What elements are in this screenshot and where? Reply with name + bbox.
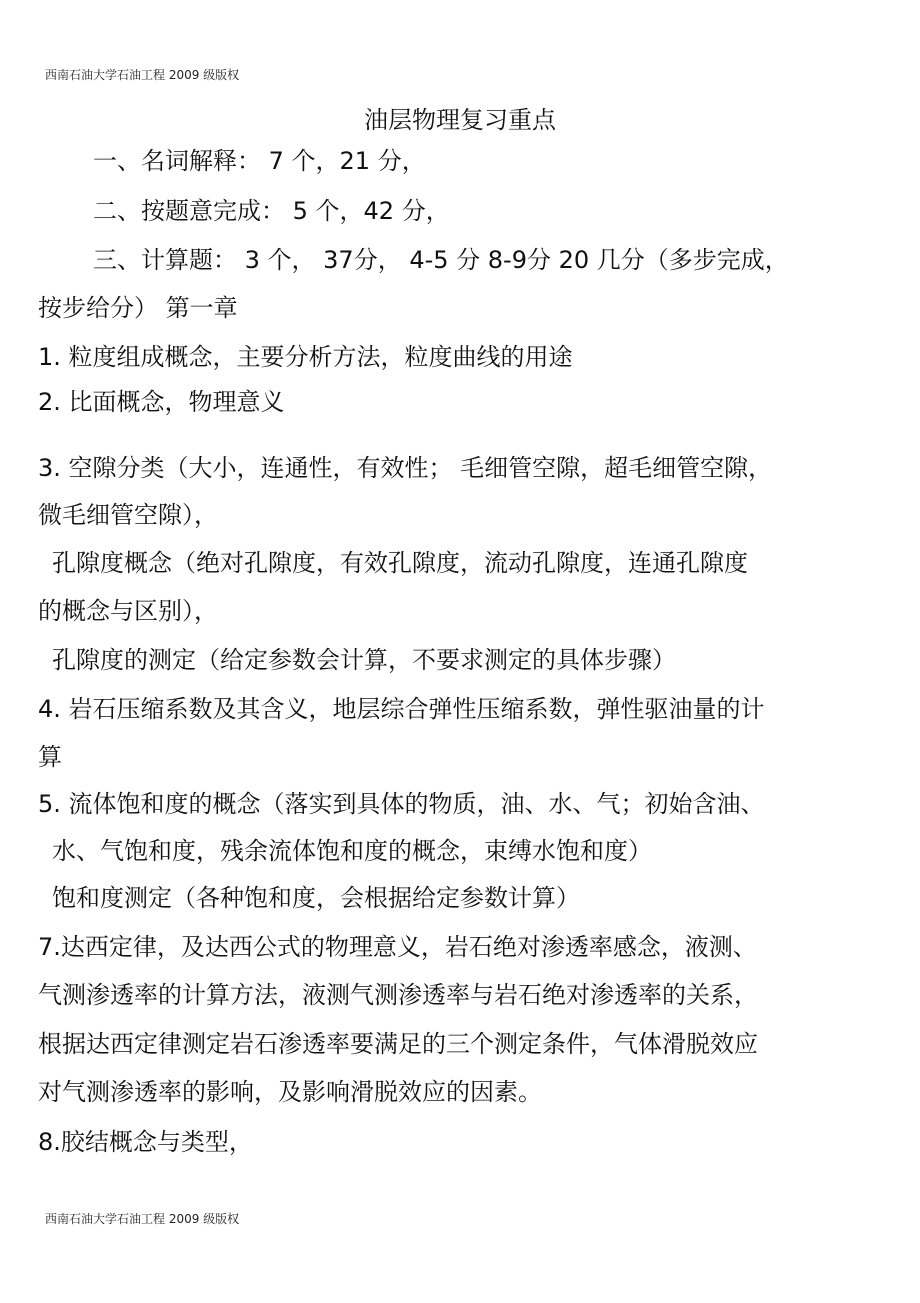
page-footer: 西南石油大学石油工程 2009 级版权 — [45, 1212, 240, 1226]
page-header: 西南石油大学石油工程 2009 级版权 — [45, 68, 240, 82]
line-20: 对气测渗透率的影响，及影响滑脱效应的因素。 — [38, 1078, 542, 1106]
line-19: 根据达西定律测定岩石渗透率要满足的三个测定条件，气体滑脱效应 — [38, 1030, 758, 1058]
line-21: 8.胶结概念与类型， — [38, 1128, 253, 1156]
line-10: 的概念与区别）， — [38, 597, 218, 625]
line-11: 孔隙度的测定（给定参数会计算，不要求测定的具体步骤） — [52, 646, 676, 674]
line-1: 一、名词解释： 7 个，21 分， — [93, 147, 426, 175]
line-2: 二、按题意完成： 5 个，42 分， — [93, 197, 450, 225]
line-16: 饱和度测定（各种饱和度，会根据给定参数计算） — [52, 884, 580, 912]
line-12: 4. 岩石压缩系数及其含义，地层综合弹性压缩系数，弹性驱油量的计 — [38, 695, 765, 723]
line-8: 微毛细管空隙）， — [38, 501, 218, 529]
line-18: 气测渗透率的计算方法，液测气测渗透率与岩石绝对渗透率的关系， — [38, 981, 758, 1009]
line-14: 5. 流体饱和度的概念（落实到具体的物质，油、水、气；初始含油、 — [38, 790, 765, 818]
line-4: 按步给分） 第一章 — [38, 294, 238, 322]
line-6: 2. 比面概念，物理意义 — [38, 388, 285, 416]
line-17: 7.达西定律，及达西公式的物理意义，岩石绝对渗透率感念，液测、 — [38, 933, 757, 961]
line-7: 3. 空隙分类（大小，连通性，有效性； 毛细管空隙，超毛细管空隙， — [38, 454, 773, 482]
document-title: 油层物理复习重点 — [364, 106, 556, 134]
line-15: 水、气饱和度，残余流体饱和度的概念，束缚水饱和度） — [52, 837, 652, 865]
line-13: 算 — [38, 743, 62, 771]
line-9: 孔隙度概念（绝对孔隙度，有效孔隙度，流动孔隙度，连通孔隙度 — [52, 549, 748, 577]
line-5: 1. 粒度组成概念，主要分析方法，粒度曲线的用途 — [38, 343, 573, 371]
line-3: 三、计算题： 3 个， 37分， 4-5 分 8-9分 20 几分（多步完成， — [93, 246, 789, 274]
